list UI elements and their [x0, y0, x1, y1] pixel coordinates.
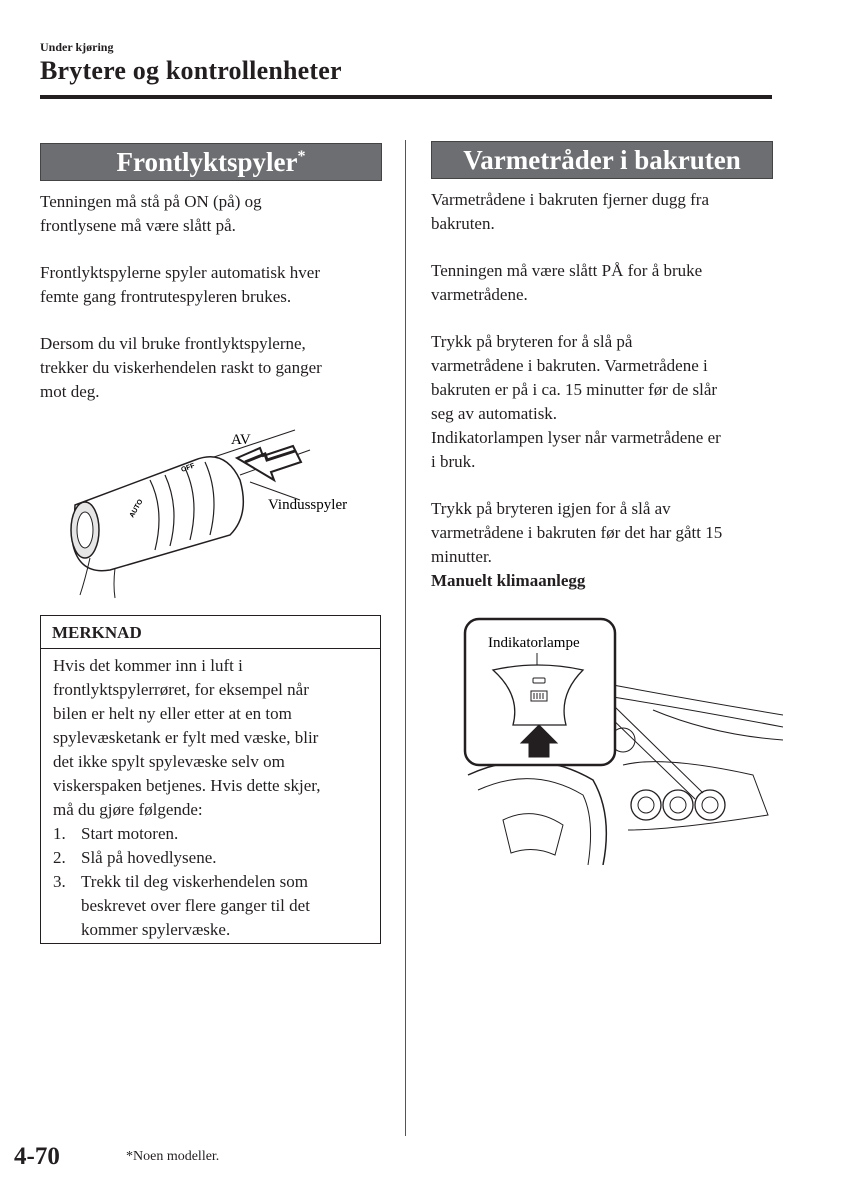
text-line: Frontlyktspylerne spyler automatisk hver	[40, 263, 320, 282]
note-line: viskerspaken betjenes. Hvis dette skjer,	[53, 776, 321, 795]
note-steps-list	[53, 822, 374, 942]
text-line: varmetrådene i bakruten før det har gått 15	[431, 523, 723, 542]
right-paragraph-3	[431, 330, 721, 474]
text-line: femte gang frontrutespyleren brukes.	[40, 287, 292, 306]
note-step	[53, 822, 374, 846]
left-paragraph-2	[40, 261, 320, 309]
right-section-heading: Varmetråder i bakruten	[431, 141, 773, 179]
switch-off-text: OFF	[180, 462, 196, 474]
indicator-lamp-icon	[533, 678, 545, 683]
lever-body	[73, 457, 243, 571]
label-av: AV	[231, 432, 251, 448]
dashboard-diagram	[463, 615, 783, 865]
text-line: trekker du viskerhendelen raskt to ganger	[40, 358, 322, 377]
note-title: MERKNAD	[41, 616, 380, 649]
footnote: *Noen modeller.	[126, 1149, 220, 1164]
text-line: bakruten.	[431, 214, 495, 233]
column-divider	[405, 140, 406, 1136]
step-number: 3.	[53, 872, 66, 891]
page-title: Brytere og kontrollenheter	[40, 56, 342, 85]
step-text: Start motoren.	[81, 824, 179, 843]
step-text: Trekk til deg viskerhendelen som	[81, 872, 308, 891]
note-line: spylevæsketank er fylt med væske, blir	[53, 728, 319, 747]
text-line: seg av automatisk.	[431, 404, 558, 423]
step-text: kommer spylervæske.	[81, 920, 231, 939]
subheading-manual-climate: Manuelt klimaanlegg	[431, 571, 586, 590]
text-line: Dersom du vil bruke frontlyktspylerne,	[40, 334, 306, 353]
note-step	[53, 846, 374, 870]
text-line: bakruten er på i ca. 15 minutter før de slår	[431, 380, 718, 399]
note-box	[40, 615, 381, 944]
note-line: må du gjøre følgende:	[53, 800, 203, 819]
section-label: Under kjøring	[40, 40, 114, 54]
note-step	[53, 870, 374, 942]
text-line: Indikatorlampen lyser når varmetrådene er	[431, 428, 721, 447]
label-vindusspyler: Vindusspyler	[268, 497, 348, 513]
text-line: varmetrådene.	[431, 285, 528, 304]
step-text: Slå på hovedlysene.	[81, 848, 217, 867]
asterisk-mark: *	[297, 148, 306, 165]
text-line: Trykk på bryteren for å slå på	[431, 332, 633, 351]
rear-defroster-icon	[531, 691, 547, 701]
text-line: Varmetrådene i bakruten fjerner dugg fra	[431, 190, 710, 209]
note-line: bilen er helt ny eller etter at en tom	[53, 704, 292, 723]
text-line: frontlysene må være slått på.	[40, 216, 236, 235]
step-number: 1.	[53, 824, 66, 843]
right-paragraph-1	[431, 188, 709, 236]
page-number: 4-70	[14, 1143, 60, 1170]
left-section-heading	[40, 143, 382, 181]
text-line: minutter.	[431, 547, 492, 566]
text-line: varmetrådene i bakruten. Varmetrådene i	[431, 356, 708, 375]
title-rule	[40, 95, 772, 99]
left-paragraph-1	[40, 190, 262, 238]
text-line: i bruk.	[431, 452, 476, 471]
right-paragraph-4	[431, 497, 722, 593]
step-text: beskrevet over flere ganger til det	[81, 896, 310, 915]
text-line: Trykk på bryteren igjen for å slå av	[431, 499, 671, 518]
text-line: Tenningen må stå på ON (på) og	[40, 192, 262, 211]
left-paragraph-3	[40, 332, 322, 404]
switch-auto-text: AUTO	[128, 498, 145, 519]
note-line: Hvis det kommer inn i luft i	[53, 656, 243, 675]
wiper-lever-diagram	[55, 420, 375, 600]
right-paragraph-2	[431, 259, 702, 307]
note-body	[53, 654, 374, 942]
left-heading-text: Frontlyktspyler	[116, 147, 298, 177]
text-line: mot deg.	[40, 382, 100, 401]
note-line: det ikke spylt spylevæske selv om	[53, 752, 285, 771]
text-line: Tenningen må være slått PÅ for å bruke	[431, 261, 703, 280]
label-indicator-lamp: Indikatorlampe	[488, 635, 580, 651]
note-line: frontlyktspylerrøret, for eksempel når	[53, 680, 309, 699]
step-number: 2.	[53, 848, 66, 867]
